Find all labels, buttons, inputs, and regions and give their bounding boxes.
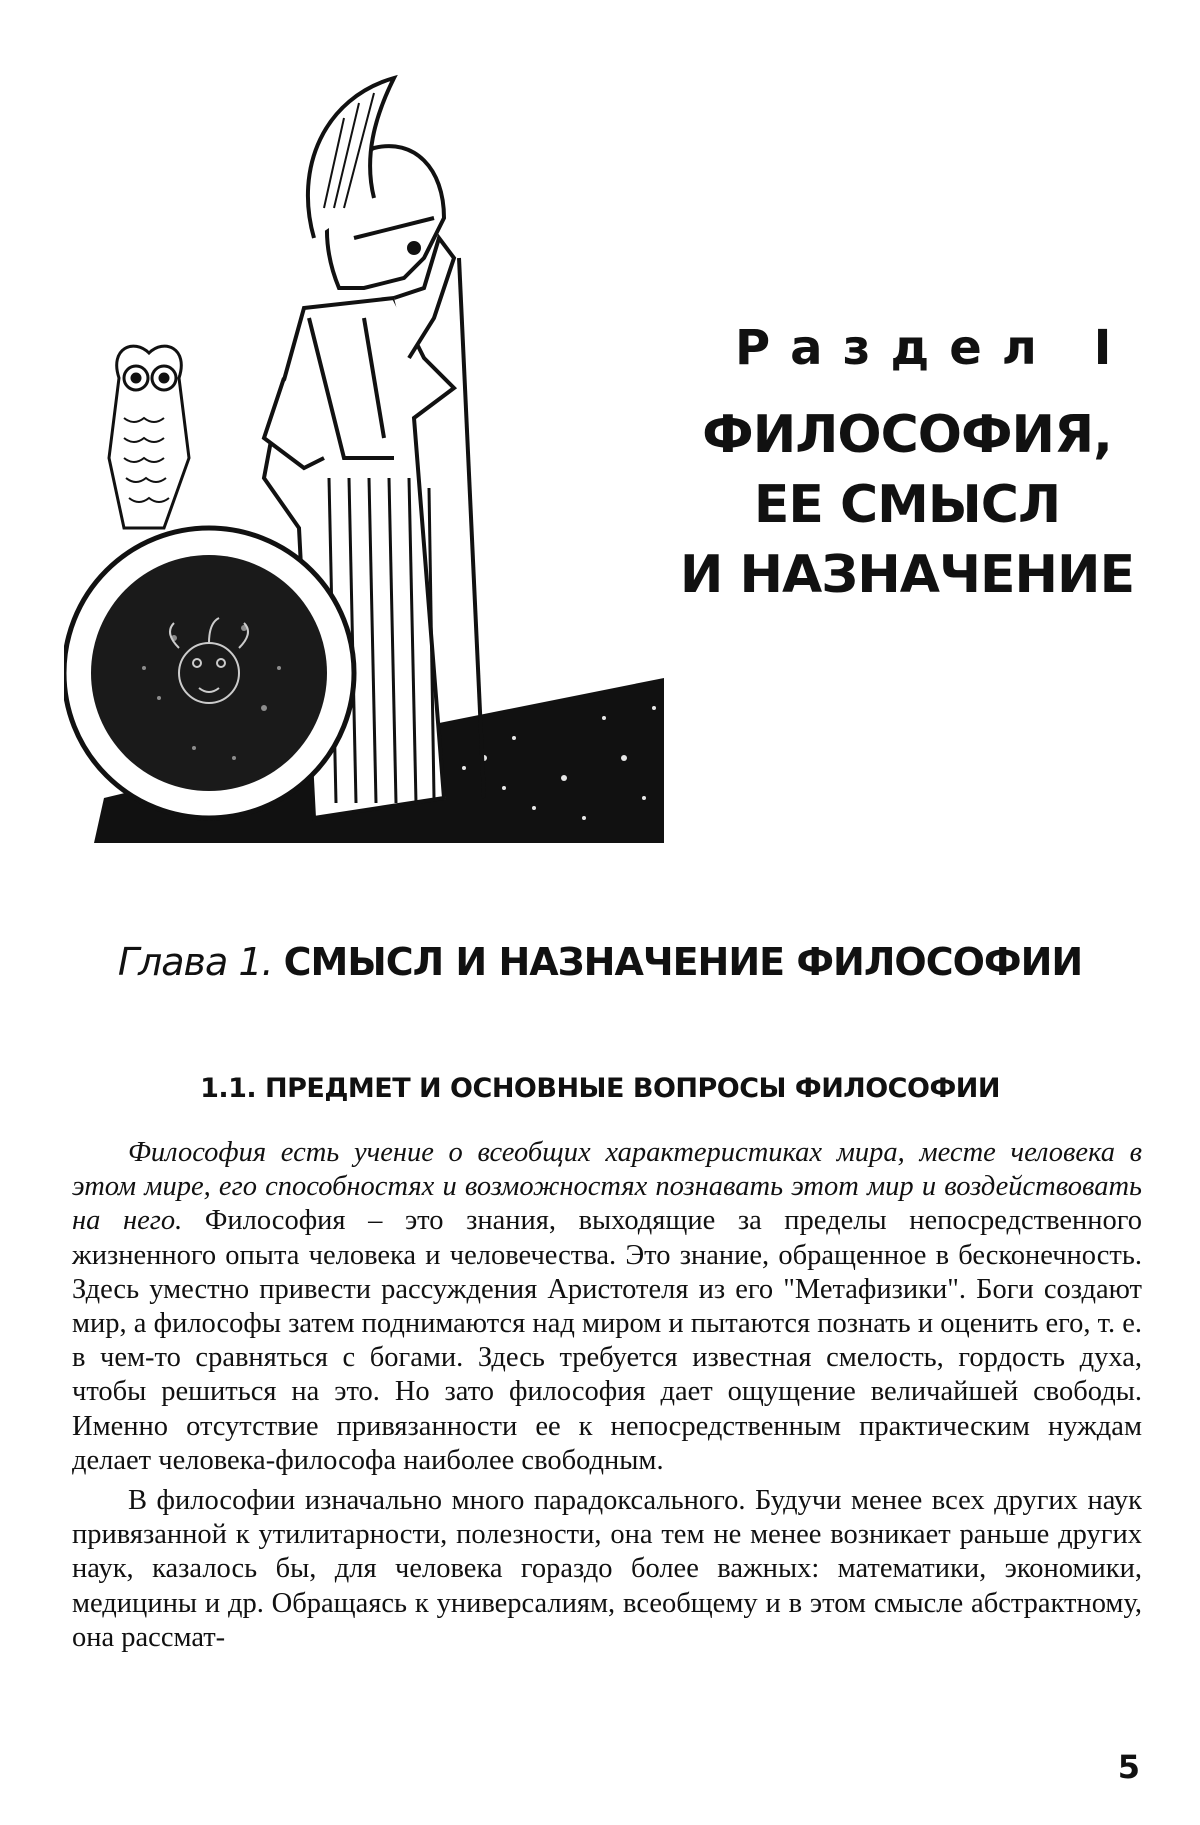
paragraph bbox=[72, 1136, 1142, 1478]
paragraph bbox=[72, 1484, 1142, 1655]
chapter-heading bbox=[0, 940, 1200, 984]
subsection-heading: 1.1. ПРЕДМЕТ И ОСНОВНЫЕ ВОПРОСЫ ФИЛОСОФИИ bbox=[200, 1073, 1000, 1104]
paragraph-text: Философия – это знания, выходящие за пределы непосредственного жизненного опыта человека и человечества. Это знание, обращенное в бесконечность. Здесь уместно привести рассуждения Аристотеля из его "Метафизики". Боги создают мир, а философы затем поднимаются над миром и пытаются познать и оценить его, т. е. в чем-то сравняться с богами. Здесь требуется известная смелость, гордость духа, чтобы решиться на это. Но зато философия дает ощущение величайшей свободы. Именно отсутствие привязанности ее к непосредственным практическим нуждам делает человека-философа наиболее свободным. bbox=[72, 1205, 1143, 1476]
definition-italic: Философия есть учение о всеобщих характеристиках мира, месте человека в этом мире, его способностях и возможностях познавать этот мир и воздействовать на него. bbox=[72, 1137, 1142, 1237]
owl bbox=[109, 346, 189, 528]
section-title-line: И НАЗНАЧЕНИЕ bbox=[679, 545, 1135, 605]
shield bbox=[64, 528, 354, 818]
helmet bbox=[308, 78, 444, 288]
section-title-line: ЕЕ СМЫСЛ bbox=[753, 475, 1061, 535]
chapter-prefix: Глава 1. bbox=[117, 940, 273, 984]
section-label: Раздел I bbox=[735, 320, 1132, 376]
athena-illustration bbox=[64, 58, 664, 843]
paragraph-text: В философии изначально много парадоксального. Будучи менее всех других наук привязанной к утилитарности, полезности, она тем не менее возникает раньше других наук, казалось бы, для человека гораздо более важных: математики, экономики, медицины и др. Обращаясь к универсалиям, всеобщему и в этом смысле абстрактному, она рассмат- bbox=[72, 1485, 1142, 1653]
chapter-title: СМЫСЛ И НАЗНАЧЕНИЕ ФИЛОСОФИИ bbox=[283, 940, 1083, 984]
body-text bbox=[72, 1136, 1142, 1661]
section-title-line: ФИЛОСОФИЯ, bbox=[702, 405, 1112, 465]
page-number: 5 bbox=[1117, 1748, 1140, 1786]
section-title bbox=[672, 400, 1142, 610]
